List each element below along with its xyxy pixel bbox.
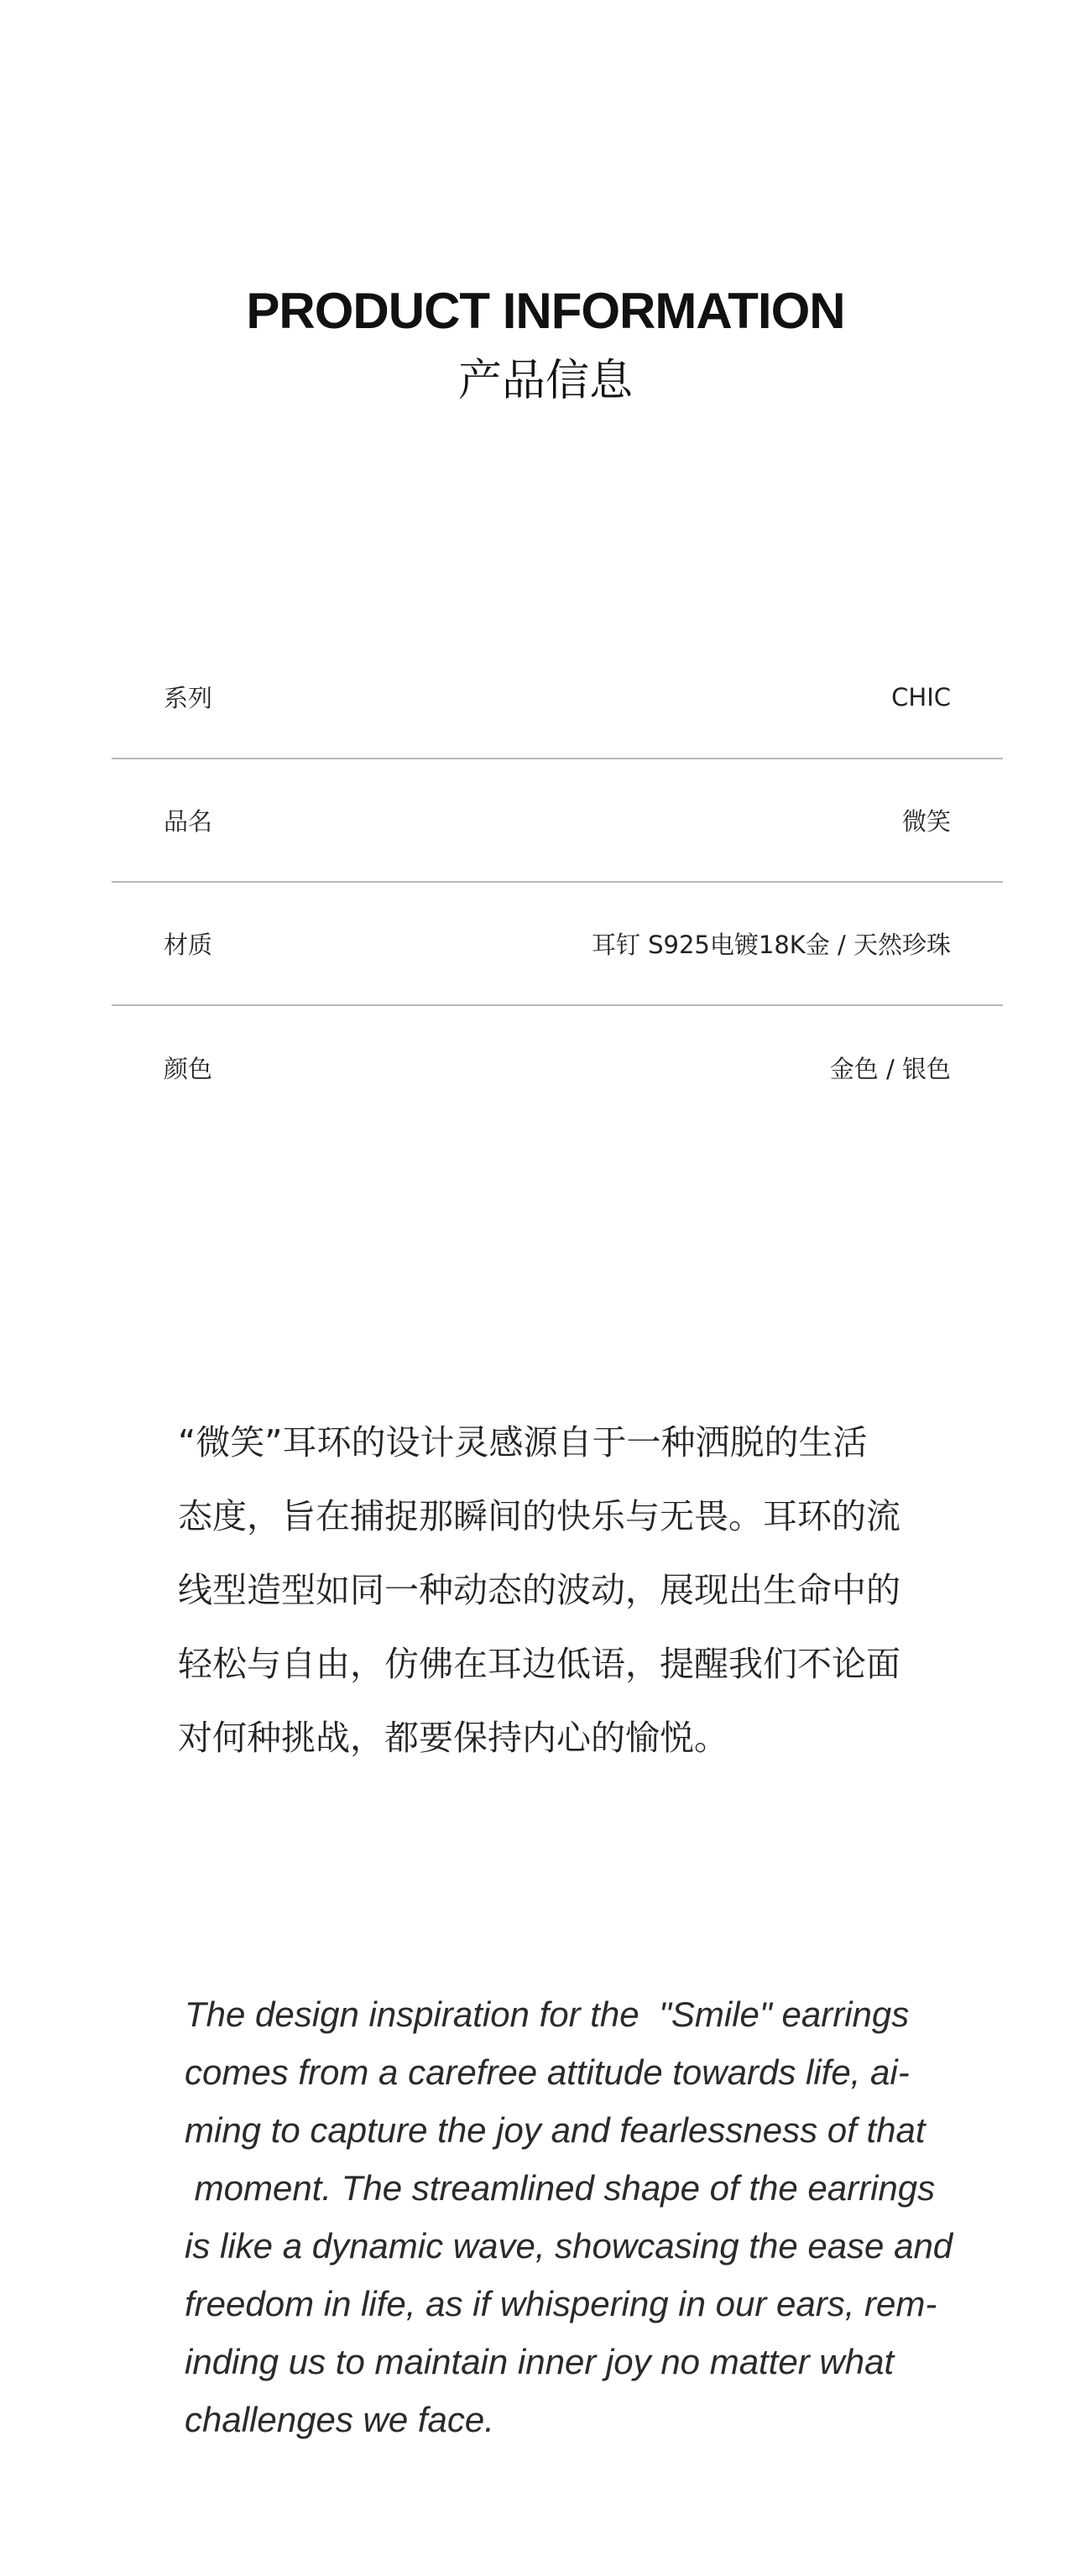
info-row-name <box>112 759 1003 883</box>
info-value: 金色 / 银色 <box>829 1055 951 1083</box>
description-en-line: inding us to maintain inner joy no matter what <box>185 2342 895 2381</box>
info-value: 微笑 <box>901 807 951 836</box>
page-title-zh: 产品信息 <box>457 356 633 406</box>
description-zh <box>178 1405 984 1775</box>
info-value: CHIC <box>891 682 951 712</box>
description-zh-line: 态度，旨在捕捉那瞬间的快乐与无畏。耳环的流 <box>178 1496 900 1536</box>
description-en-line: The design inspiration for the "Smile" earrings <box>185 1995 910 2034</box>
description-en-line: is like a dynamic wave, showcasing the ease and <box>185 2226 953 2266</box>
description-en-line: moment. The streamlined shape of the earrings <box>185 2168 936 2208</box>
description-zh-line: “微笑”耳环的设计灵感源自于一种洒脱的生活 <box>178 1422 868 1463</box>
description-zh-line: 线型造型如同一种动态的波动，展现出生命中的 <box>178 1570 900 1610</box>
description-en <box>185 1985 1007 2448</box>
info-row-material <box>112 883 1003 1006</box>
description-zh-line: 对何种挑战，都要保持内心的愉悦。 <box>178 1718 728 1758</box>
info-label: 材质 <box>164 931 213 959</box>
product-info-table <box>112 636 1003 1129</box>
info-row-color <box>112 1006 1003 1129</box>
description-zh-line: 轻松与自由，仿佛在耳边低语，提醒我们不论面 <box>178 1644 900 1684</box>
info-label: 颜色 <box>164 1055 213 1083</box>
description-en-line: challenges we face. <box>185 2400 494 2439</box>
description-en-line: freedom in life, as if whispering in our ears, rem- <box>185 2284 937 2323</box>
description-en-line: comes from a carefree attitude towards life, ai- <box>185 2052 910 2092</box>
info-row-series <box>112 636 1003 759</box>
page-header <box>0 279 1091 409</box>
info-label: 系列 <box>164 684 213 712</box>
page-title-en: PRODUCT INFORMATION <box>246 283 845 339</box>
description-en-line: ming to capture the joy and fearlessness of that <box>185 2110 926 2150</box>
info-value: 耳钉 S925电镀18K金 / 天然珍珠 <box>591 931 951 959</box>
info-label: 品名 <box>164 807 213 836</box>
